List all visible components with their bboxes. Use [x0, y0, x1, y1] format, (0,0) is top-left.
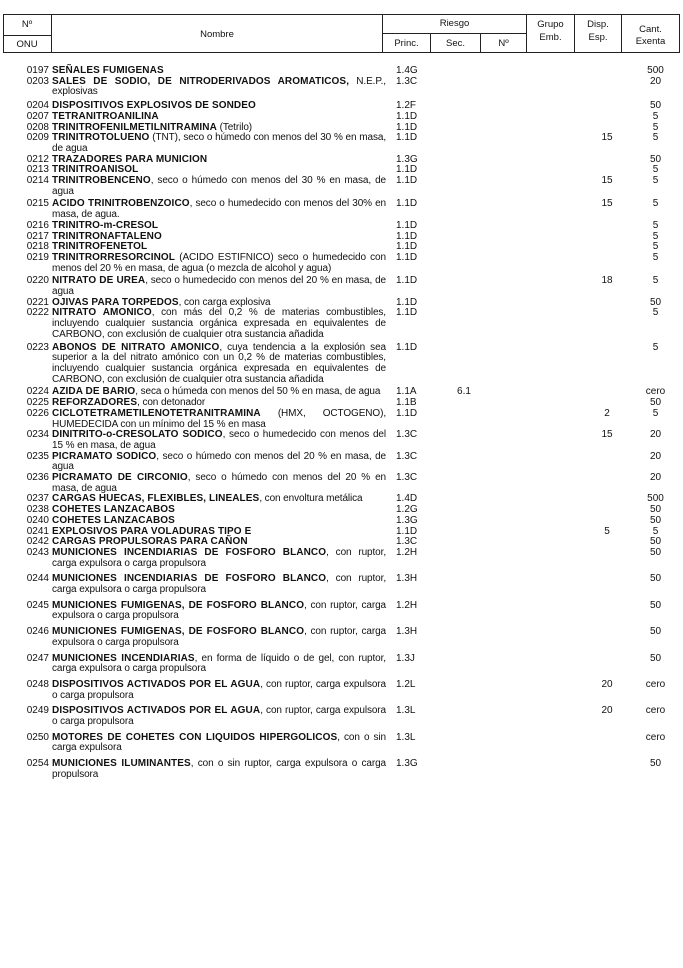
row-name-detail: , con ruptor, carga expulsora o carga propulsora [52, 626, 386, 648]
row-princ: 1.4G [396, 65, 418, 76]
row-princ: 1.3G [396, 514, 418, 526]
row-name-detail: , seco o húmedo con menos del 20 % en masa, de agua [52, 450, 386, 473]
row-onu: 0234 [26, 429, 49, 441]
table-body [0, 66, 683, 781]
row-princ: 1.1A [396, 386, 417, 398]
row-disp: 15 [601, 198, 613, 210]
row-sec: 6.1 [457, 386, 471, 398]
row-onu: 0236 [26, 472, 49, 484]
row-princ: 1.3C [396, 75, 418, 87]
row-name [52, 733, 386, 754]
row-exenta: 50 [649, 100, 662, 112]
row-name-main: TRINITRORRESORCINOL [52, 251, 176, 263]
row-exenta: 20 [649, 472, 662, 484]
row-name [52, 601, 386, 622]
row-name-detail: (ACIDO ESTIFNICO) seco o humedecido con menos del 20 % en masa, de agua (o mezcla de alcohol y agua) [52, 251, 386, 274]
row-name-main: TRINITRONAFTALENO [52, 230, 162, 242]
row-princ: 1.1D [396, 110, 418, 122]
row-name-main: CARGAS PROPULSORAS PARA CAÑON [52, 536, 248, 548]
row-onu: 0237 [26, 493, 49, 505]
row-name [52, 409, 386, 430]
row-princ: 1.3L [396, 731, 416, 743]
row-onu: 0207 [26, 110, 49, 122]
table-row [0, 654, 683, 675]
row-onu: 0241 [26, 525, 49, 537]
header-onu: ONU [16, 39, 38, 50]
row-onu: 0248 [26, 678, 49, 690]
header-cant-1: Cant. [639, 24, 662, 35]
row-onu: 0221 [26, 296, 49, 308]
row-name-main: MUNICIONES ILUMINANTES [52, 758, 191, 770]
row-name [52, 452, 386, 473]
row-name [52, 253, 386, 274]
row-name [52, 133, 386, 154]
row-princ: 1.1D [396, 132, 418, 144]
row-name-main: CARGAS HUECAS, FLEXIBLES, LINEALES [52, 493, 260, 505]
table-row [0, 627, 683, 648]
row-princ: 1.3H [396, 573, 418, 585]
row-name-main: NITRATO AMONICO [52, 307, 152, 319]
row-onu: 0224 [26, 386, 49, 398]
row-onu: 0254 [26, 758, 49, 770]
row-name [52, 627, 386, 648]
table-row [0, 706, 683, 727]
row-princ: 1.2H [396, 599, 418, 611]
row-name-detail: , con más del 0,2 % de materias combustibles, incluyendo cualquier sustancia orgánica expresada en equivalentes de CARBONO, con exclusión de cualquier otra sustancia añadida [52, 307, 386, 340]
row-princ: 1.2F [396, 100, 417, 112]
table-row [0, 409, 683, 430]
row-name-detail: , con detonador [137, 397, 206, 409]
row-name-main: TRINITROTOLUENO [52, 132, 150, 144]
row-name-main: MOTORES DE COHETES CON LIQUIDOS HIPERGOLICOS [52, 731, 338, 743]
row-exenta: 5 [652, 525, 659, 537]
row-name-detail: , con o sin carga expulsora [52, 731, 386, 754]
row-name-main: CICLOTETRAMETILENOTETRANITRAMINA [52, 407, 261, 419]
row-name [52, 430, 386, 451]
row-disp: 15 [601, 429, 613, 441]
header-group-2: Emb. [539, 32, 562, 43]
row-name-main: ACIDO TRINITROBENZOICO [52, 198, 190, 210]
row-name-detail: , seco o humedecido con menos del 15 % en masa, de agua [52, 429, 386, 451]
row-exenta: 5 [652, 132, 659, 144]
row-name-main: PICRAMATO DE CIRCONIO [52, 472, 188, 484]
table-row [0, 343, 683, 386]
row-onu: 0235 [26, 450, 49, 462]
row-name-main: REFORZADORES [52, 397, 138, 409]
row-name-detail: , en forma de líquido o de gel, con ruptor, carga expulsora o carga propulsora [52, 652, 386, 675]
row-onu: 0220 [26, 275, 49, 287]
row-exenta: 50 [649, 626, 662, 638]
table-row [0, 199, 683, 220]
row-disp: 2 [604, 407, 610, 419]
row-princ: 1.1D [396, 341, 418, 353]
row-princ: 1.1D [396, 296, 418, 308]
header-sec: Sec. [445, 38, 465, 49]
row-exenta: 50 [649, 573, 662, 585]
row-princ: 1.3G [396, 758, 418, 770]
row-name-main: MUNICIONES INCENDIARIAS [52, 652, 195, 664]
row-onu: 0249 [26, 705, 49, 717]
table-row [0, 430, 683, 451]
row-name-detail: , con ruptor, carga expulsora o carga propulsora [52, 546, 386, 569]
table-row [0, 680, 683, 701]
table-row [0, 574, 683, 595]
row-exenta: 50 [649, 296, 662, 308]
row-exenta: cero [645, 731, 666, 743]
row-onu: 0215 [26, 198, 49, 210]
row-name-detail: , con envoltura metálica [259, 493, 363, 505]
row-name-main: SALES DE SODIO, DE NITRODERIVADOS AROMATICOS, [52, 75, 350, 87]
row-name-main: TRINITROFENETOL [52, 241, 148, 253]
row-princ: 1.1D [396, 198, 418, 210]
row-onu: 0218 [26, 241, 49, 253]
row-exenta: 5 [652, 275, 659, 287]
row-onu: 0226 [26, 407, 49, 419]
row-name-detail: , con o sin ruptor, carga expulsora o carga propulsora [52, 758, 386, 780]
row-princ: 1.3J [396, 652, 415, 664]
row-princ: 1.1D [396, 175, 418, 187]
row-exenta: 50 [649, 536, 662, 548]
header-no: Nº [498, 38, 509, 49]
row-exenta: 20 [649, 450, 662, 462]
row-onu: 0223 [26, 341, 49, 353]
row-exenta: 50 [649, 652, 662, 664]
row-princ: 1.3H [396, 626, 418, 638]
header-disp-2: Esp. [588, 32, 608, 43]
row-princ: 1.3L [396, 705, 416, 717]
row-name-main: OJIVAS PARA TORPEDOS [52, 296, 179, 308]
row-onu: 0242 [26, 536, 49, 548]
row-name-main: PICRAMATO SODICO [52, 450, 157, 462]
table-row [0, 548, 683, 569]
row-onu: 0246 [26, 626, 49, 638]
row-name-main: SEÑALES FUMIGENAS [52, 65, 164, 76]
row-name-main: DISPOSITIVOS EXPLOSIVOS DE SONDEO [52, 100, 256, 112]
header-group-1: Grupo [537, 19, 564, 30]
row-name-main: TRINITRO-m-CRESOL [52, 219, 159, 231]
row-exenta: 5 [652, 230, 659, 242]
row-onu: 0247 [26, 652, 49, 664]
row-name-detail: , con ruptor, carga expulsora o carga propulsora [52, 705, 387, 728]
row-princ: 1.2H [396, 546, 418, 558]
row-disp: 15 [601, 175, 613, 187]
row-name-main: TRAZADORES PARA MUNICION [52, 153, 208, 165]
row-name-main: TETRANITROANILINA [52, 110, 159, 122]
table-row [0, 759, 683, 780]
row-princ: 1.1D [396, 241, 418, 253]
row-name-main: EXPLOSIVOS PARA VOLADURAS TIPO E [52, 525, 252, 537]
row-name [52, 176, 386, 197]
row-name-main: NITRATO DE UREA [52, 275, 146, 287]
row-exenta: 5 [652, 407, 659, 419]
table-row [0, 733, 683, 754]
row-princ: 1.1D [396, 525, 418, 537]
row-onu: 0225 [26, 397, 49, 409]
row-onu: 0204 [26, 100, 49, 112]
row-name [52, 759, 386, 780]
row-princ: 1.3C [396, 472, 418, 484]
row-princ: 1.3C [396, 450, 418, 462]
row-name [52, 706, 386, 727]
row-disp: 20 [601, 705, 613, 717]
row-onu: 0213 [26, 164, 49, 176]
row-princ: 1.1D [396, 164, 418, 176]
table-row [0, 601, 683, 622]
row-name-main: ABONOS DE NITRATO AMONICO [52, 341, 220, 353]
row-princ: 1.2G [396, 504, 418, 516]
row-exenta: 5 [652, 198, 659, 210]
header-princ: Princ. [394, 38, 419, 49]
row-onu: 0240 [26, 514, 49, 526]
row-exenta: 5 [652, 121, 659, 133]
row-exenta: 500 [647, 493, 664, 505]
row-exenta: 5 [652, 219, 659, 231]
row-exenta: 5 [652, 251, 659, 263]
row-name [52, 276, 386, 297]
row-name-main: COHETES LANZACABOS [52, 514, 175, 526]
row-princ: 1.1D [396, 307, 418, 319]
row-name-detail: , con ruptor, carga expulsora o carga propulsora [52, 678, 387, 701]
row-name [52, 473, 386, 494]
row-onu: 0243 [26, 546, 49, 558]
row-name-detail: , seco o húmedo con menos del 30 % en masa, de agua [52, 175, 386, 197]
row-onu: 0203 [26, 75, 49, 87]
row-name-main: TRINITROBENCENO [52, 175, 151, 187]
row-disp: 15 [601, 132, 613, 144]
header-disp-1: Disp. [587, 19, 609, 30]
row-exenta: cero [645, 705, 666, 717]
row-name [52, 654, 386, 675]
row-onu: 0212 [26, 153, 49, 165]
row-onu: 0216 [26, 219, 49, 231]
header-risk: Riesgo [439, 18, 470, 29]
row-name-main: MUNICIONES FUMIGENAS, DE FOSFORO BLANCO [52, 599, 305, 611]
row-name [52, 574, 386, 595]
row-princ: 1.1D [396, 275, 418, 287]
row-princ: 1.3C [396, 536, 418, 548]
row-name-main: AZIDA DE BARIO [52, 386, 136, 398]
row-exenta: 5 [652, 164, 659, 176]
row-name-main: DISPOSITIVOS ACTIVADOS POR EL AGUA [52, 678, 261, 690]
row-disp: 18 [601, 275, 613, 287]
table-row [0, 308, 683, 340]
table-row [0, 77, 683, 98]
row-name-main: MUNICIONES INCENDIARIAS DE FOSFORO BLANCO [52, 546, 327, 558]
row-name-main: DISPOSITIVOS ACTIVADOS POR EL AGUA [52, 705, 261, 717]
row-name [52, 548, 386, 569]
row-name [52, 680, 386, 701]
row-name-detail: , seco o humedecido con menos del 20 % en masa, de agua [52, 275, 386, 298]
row-exenta: 5 [652, 110, 659, 122]
row-name-detail: (TNT), seco o húmedo con menos del 30 % en masa, de agua [52, 132, 386, 154]
row-exenta: cero [645, 386, 666, 398]
table-row [0, 452, 683, 473]
row-exenta: 50 [649, 153, 662, 165]
row-onu: 0250 [26, 731, 49, 743]
row-exenta: 50 [649, 514, 662, 526]
row-name-main: MUNICIONES INCENDIARIAS DE FOSFORO BLANCO [52, 573, 327, 585]
row-name [52, 308, 386, 340]
row-onu: 0244 [26, 573, 49, 585]
row-name-detail: , con ruptor, carga expulsora o carga propulsora [52, 599, 386, 622]
header-cant-2: Exenta [635, 36, 666, 47]
row-onu: 0245 [26, 599, 49, 611]
row-name-detail: , seco o humedecido con menos del 30% en masa, de agua. [52, 198, 386, 221]
table-row [0, 176, 683, 197]
row-name [52, 199, 386, 220]
row-onu: 0238 [26, 504, 49, 516]
row-princ: 1.1D [396, 219, 418, 231]
row-princ: 1.4D [396, 493, 418, 505]
row-exenta: 50 [649, 504, 662, 516]
row-name-detail: , con carga explosiva [178, 296, 271, 308]
header-num: Nº [21, 19, 33, 30]
row-exenta: 50 [649, 599, 662, 611]
row-onu: 0222 [26, 307, 49, 319]
row-name-main: DINITRITO-o-CRESOLATO SODICO [52, 429, 223, 441]
row-name-detail: (HMX, OCTOGENO), HUMEDECIDA con un mínimo del 15 % en masa [52, 407, 386, 430]
row-onu: 0209 [26, 132, 49, 144]
row-name-detail: , seca o húmeda con menos del 50 % en masa, de agua [135, 386, 381, 398]
table-row [0, 133, 683, 154]
row-exenta: 5 [652, 175, 659, 187]
row-onu: 0197 [26, 65, 49, 76]
row-onu: 0219 [26, 251, 49, 263]
row-disp: 20 [601, 678, 613, 690]
row-onu: 0208 [26, 121, 49, 133]
row-disp: 5 [604, 525, 610, 537]
row-princ: 1.1D [396, 407, 418, 419]
row-exenta: 5 [652, 241, 659, 253]
row-princ: 1.2L [396, 678, 416, 690]
row-princ: 1.1D [396, 230, 418, 242]
row-exenta: 20 [649, 429, 662, 441]
table-row [0, 473, 683, 494]
row-onu: 0214 [26, 175, 49, 187]
row-princ: 1.1D [396, 121, 418, 133]
row-princ: 1.3C [396, 429, 418, 441]
table-row [0, 276, 683, 297]
row-name [52, 77, 386, 98]
row-exenta: 20 [649, 75, 662, 87]
row-name-detail: , con ruptor, carga expulsora o carga propulsora [52, 573, 386, 596]
table-row [0, 253, 683, 274]
row-exenta: 500 [647, 65, 664, 76]
row-exenta: 50 [649, 546, 662, 558]
row-name-detail: , cuya tendencia a la explosión sea superior a la del nitrato amónico con un 0,2 % de materias combustibles, incluyendo cualquier sustancia orgánica expresada en equivalentes de CARBONO, con exclusión de cualquier otra sustancia añadida [52, 341, 386, 385]
row-princ: 1.1D [396, 251, 418, 263]
row-onu: 0217 [26, 230, 49, 242]
row-exenta: 5 [652, 341, 659, 353]
row-name-main: TRINITROANISOL [52, 164, 139, 176]
row-name-detail: (Tetrilo) [216, 121, 253, 133]
row-name-detail: , seco o húmedo con menos del 20 % en masa, de agua [52, 472, 386, 494]
row-exenta: 50 [649, 397, 662, 409]
table-header [0, 0, 683, 60]
row-princ: 1.1B [396, 397, 417, 409]
row-name-main: COHETES LANZACABOS [52, 504, 175, 516]
row-name-main: TRINITROFENILMETILNITRAMINA [52, 121, 217, 133]
row-name-main: MUNICIONES FUMIGENAS, DE FOSFORO BLANCO [52, 626, 305, 638]
row-exenta: cero [645, 678, 666, 690]
header-name: Nombre [200, 29, 234, 40]
row-exenta: 5 [652, 307, 659, 319]
row-princ: 1.3G [396, 153, 418, 165]
row-exenta: 50 [649, 758, 662, 770]
row-name [52, 343, 386, 386]
row-name-detail: N.E.P., explosivas [52, 75, 386, 98]
